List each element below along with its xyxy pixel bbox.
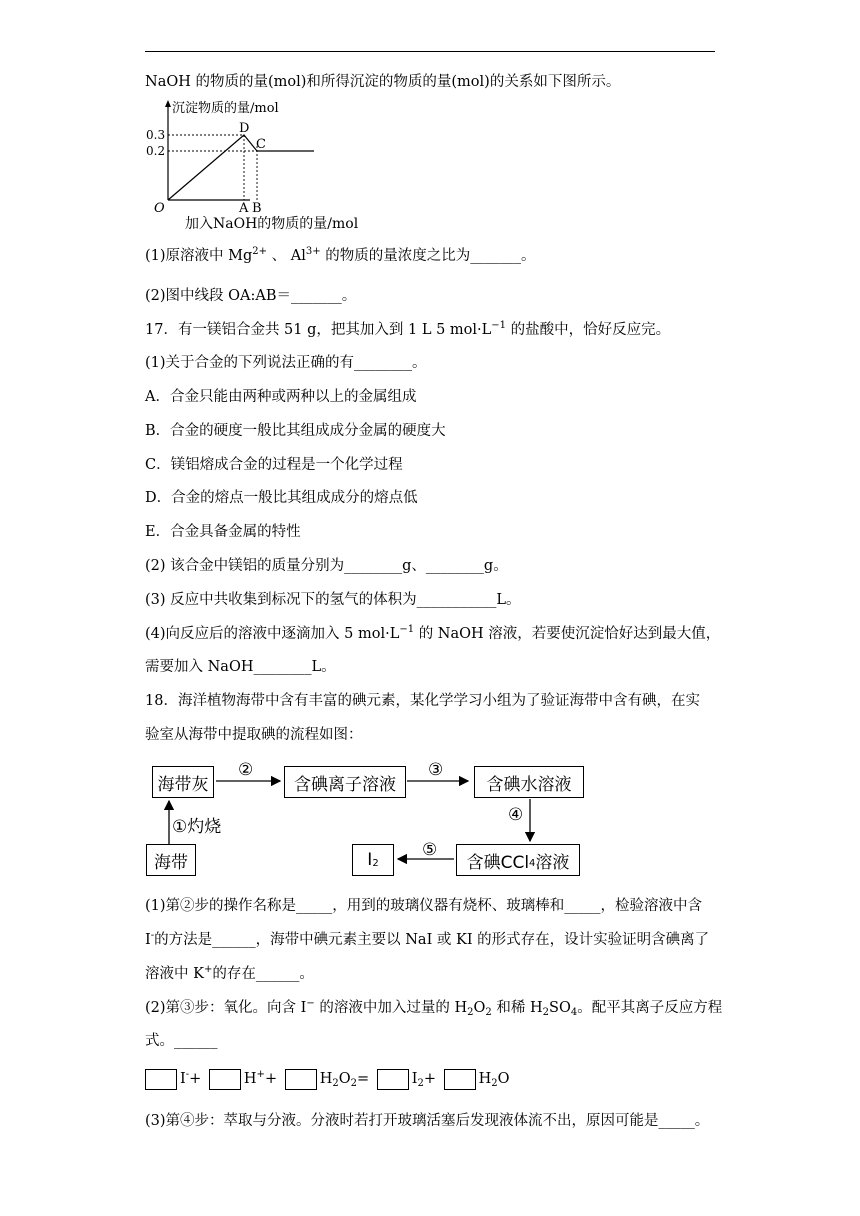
q17-option-c: C．镁铝熔成合金的过程是一个化学过程 xyxy=(145,457,403,473)
q18-2a: (2)第③步：氧化。向含 I− 的溶液中加入过量的 $H_2O_2$ 和稀 $H_2SO_4$。配平其离子反应方程 xyxy=(145,998,723,1018)
coef-box-5[interactable] xyxy=(444,1069,476,1090)
point-A: A xyxy=(239,201,249,216)
q17-option-a: A．合金只能由两种或两种以上的金属组成 xyxy=(145,389,417,405)
coef-box-2[interactable] xyxy=(209,1069,241,1090)
ytick-0.2: 0.2 xyxy=(146,144,166,158)
q18-1c: 溶液中 K+的存在______。 xyxy=(145,964,314,982)
q17-option-d: D．合金的熔点一般比其组成成分的熔点低 xyxy=(145,490,418,506)
flow-box-seaweed: 海带 xyxy=(146,844,196,876)
q17-stem: 17．有一镁铝合金共 51 g，把其加入到 1 L 5 $mol\cdot L^{-1}$ 的盐酸中，恰好反应完。 xyxy=(145,320,671,338)
q18-1b: I-的方法是______，海带中碘元素主要以 NaI 或 KI 的形式存在，设计实验证明含碘离了 xyxy=(145,930,710,948)
step-1-label: ①灼烧 xyxy=(172,817,222,837)
origin-O: O xyxy=(154,201,165,216)
q18-stem-a: 18．海洋植物海带中含有丰富的碘元素，某化学学习小组为了验证海带中含有碘，在实 xyxy=(145,693,700,709)
balance-equation: $I^-+ H^++ H_2O_2= I_2+ H_2O$ xyxy=(145,1068,510,1092)
q18-1a: (1)第②步的操作名称是_____，用到的玻璃仪器有烧杯、玻璃棒和_____，检验溶液中含 xyxy=(145,898,703,914)
q18-3: (3)第④步：萃取与分液。分液时若打开玻璃活塞后发现液体流不出，原因可能是_____。 xyxy=(145,1113,710,1129)
series-line xyxy=(168,135,314,200)
q17-2: (2) 该合金中镁铝的质量分别为________g、________g。 xyxy=(145,558,508,574)
x-label: 加入NaOH的物质的量/mol xyxy=(185,216,359,232)
ytick-0.3: 0.3 xyxy=(146,128,166,142)
coef-box-4[interactable] xyxy=(377,1069,409,1090)
flow-box-seaweed-ash: 海带灰 xyxy=(152,766,214,798)
y-label: 沉淀物质的量/mol xyxy=(172,101,279,116)
flow-box-iodine: I 2 xyxy=(352,844,394,876)
point-C: C xyxy=(256,137,266,152)
point-D: D xyxy=(239,121,250,136)
q17-option-e: E．合金具备金属的特性 xyxy=(145,524,301,540)
q17-3: (3) 反应中共收集到标况下的氢气的体积为___________L。 xyxy=(145,592,521,608)
intro-text: NaOH 的物质的量(mol)和所得沉淀的物质的量(mol)的关系如下图所示。 xyxy=(145,74,621,90)
flow-box-iodine-ccl4: 含碘CCl 4 溶液 xyxy=(456,844,580,876)
q16-2: (2)图中线段 OA:AB＝_______。 xyxy=(145,288,357,304)
flow-box-iodide-solution: 含碘离子溶液 xyxy=(284,766,406,798)
q18-2b: 式。______ xyxy=(145,1033,218,1049)
q16-1: (1)原溶液中 $Mg^{2+}$ 、 $Al^{3+}$ 的物质的量浓度之比为_______。 xyxy=(145,246,536,264)
coef-box-1[interactable] xyxy=(145,1069,177,1090)
step-3-label: ③ xyxy=(428,760,444,780)
coef-box-3[interactable] xyxy=(285,1069,317,1090)
y-axis-arrow xyxy=(165,100,171,107)
step-2-label: ② xyxy=(238,760,254,780)
step-4-label: ④ xyxy=(508,805,524,825)
q17-4a: (4)向反应后的溶液中逐滴加入 5 $mol\cdot L^{-1}$ 的 NaOH 溶液，若要使沉淀恰好达到最大值， xyxy=(145,624,721,642)
q17-1: (1)关于合金的下列说法正确的有________。 xyxy=(145,355,427,371)
flow-box-iodine-water: 含碘水溶液 xyxy=(474,766,584,798)
point-B: B xyxy=(252,201,262,216)
q18-stem-b: 验室从海带中提取碘的流程如图： xyxy=(145,727,363,743)
precipitate-chart xyxy=(140,96,380,236)
header-rule xyxy=(145,51,715,52)
step-5-label: ⑤ xyxy=(422,840,438,860)
q17-option-b: B．合金的硬度一般比其组成成分金属的硬度大 xyxy=(145,423,446,439)
q17-4b: 需要加入 NaOH________L。 xyxy=(145,659,336,675)
